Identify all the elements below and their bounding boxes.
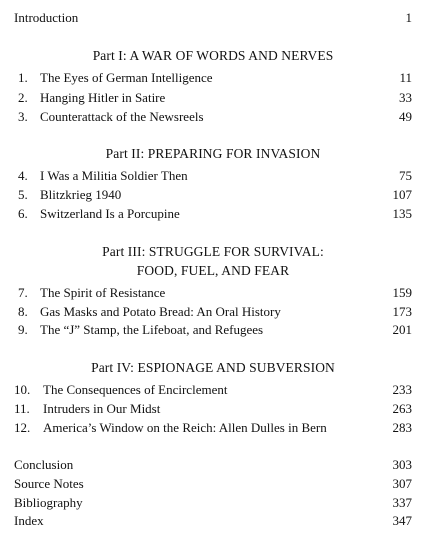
chapter-page-number: 283 [392,420,412,435]
toc-entry-chapter-4[interactable] [14,167,412,185]
entry-page-number: 1 [405,10,412,25]
chapter-number: 6. [18,206,28,221]
entry-title: Introduction [14,10,79,25]
entry-title: Source Notes [14,476,84,491]
chapter-number: 4. [18,168,28,183]
part-heading-3: Part III: STRUGGLE FOR SURVIVAL: [102,244,324,259]
toc-entry-chapter-9[interactable] [14,321,412,339]
chapter-page-number: 11 [399,70,412,85]
chapter-number: 8. [18,304,28,319]
chapter-number: 11. [14,401,30,416]
chapter-number: 1. [18,70,28,85]
toc-entry-chapter-11[interactable] [14,400,412,418]
part-heading-4: Part IV: ESPIONAGE AND SUBVERSION [91,360,335,375]
entry-page-number: 307 [392,476,412,491]
chapter-number: 2. [18,90,28,105]
chapter-page-number: 49 [399,109,412,124]
chapter-page-number: 33 [399,90,412,105]
chapter-page-number: 201 [392,322,412,337]
chapter-page-number: 233 [392,382,412,397]
toc-entry-conclusion[interactable] [14,456,412,474]
chapter-title: The Eyes of German Intelligence [40,70,213,85]
chapter-title: The Spirit of Resistance [40,285,166,300]
chapter-page-number: 159 [392,285,412,300]
chapter-title: Blitzkrieg 1940 [40,187,122,202]
part-heading-3-subtitle: FOOD, FUEL, AND FEAR [136,263,290,278]
chapter-title: Switzerland Is a Porcupine [40,206,180,221]
entry-title: Bibliography [14,495,83,510]
part-heading-1: Part I: A WAR OF WORDS AND NERVES [92,48,334,63]
toc-entry-source-notes[interactable] [14,475,412,493]
chapter-page-number: 75 [399,168,412,183]
toc-entry-chapter-6[interactable] [14,205,412,223]
chapter-title: America’s Window on the Reich: Allen Dulles in Bern [43,420,327,435]
toc-entry-chapter-8[interactable] [14,303,412,321]
chapter-number: 5. [18,187,28,202]
chapter-page-number: 263 [392,401,412,416]
chapter-title: Counterattack of the Newsreels [40,109,204,124]
table-of-contents [14,0,412,546]
toc-entry-chapter-3[interactable] [14,108,412,126]
entry-page-number: 337 [392,495,412,510]
part-heading-2: Part II: PREPARING FOR INVASION [105,146,321,161]
chapter-title: I Was a Militia Soldier Then [40,168,188,183]
toc-entry-chapter-10[interactable] [14,381,412,399]
entry-page-number: 347 [392,513,412,528]
toc-entry-chapter-7[interactable] [14,284,412,302]
toc-entry-index[interactable] [14,512,412,530]
toc-entry-chapter-2[interactable] [14,89,412,107]
chapter-number: 9. [18,322,28,337]
toc-entry-introduction[interactable] [14,9,412,27]
chapter-number: 12. [14,420,31,435]
toc-entry-chapter-1[interactable] [14,69,412,87]
entry-page-number: 303 [392,457,412,472]
toc-entry-bibliography[interactable] [14,494,412,512]
chapter-title: Intruders in Our Midst [43,401,161,416]
chapter-title: Hanging Hitler in Satire [40,90,166,105]
chapter-title: Gas Masks and Potato Bread: An Oral History [40,304,281,319]
chapter-number: 3. [18,109,28,124]
chapter-title: The “J” Stamp, the Lifeboat, and Refugees [40,322,264,337]
chapter-page-number: 173 [392,304,412,319]
chapter-page-number: 107 [392,187,412,202]
toc-entry-chapter-5[interactable] [14,186,412,204]
chapter-number: 7. [18,285,28,300]
chapter-number: 10. [14,382,31,397]
entry-title: Conclusion [14,457,74,472]
chapter-title: The Consequences of Encirclement [43,382,228,397]
chapter-page-number: 135 [392,206,412,221]
toc-entry-chapter-12[interactable] [14,419,412,437]
entry-title: Index [14,513,44,528]
